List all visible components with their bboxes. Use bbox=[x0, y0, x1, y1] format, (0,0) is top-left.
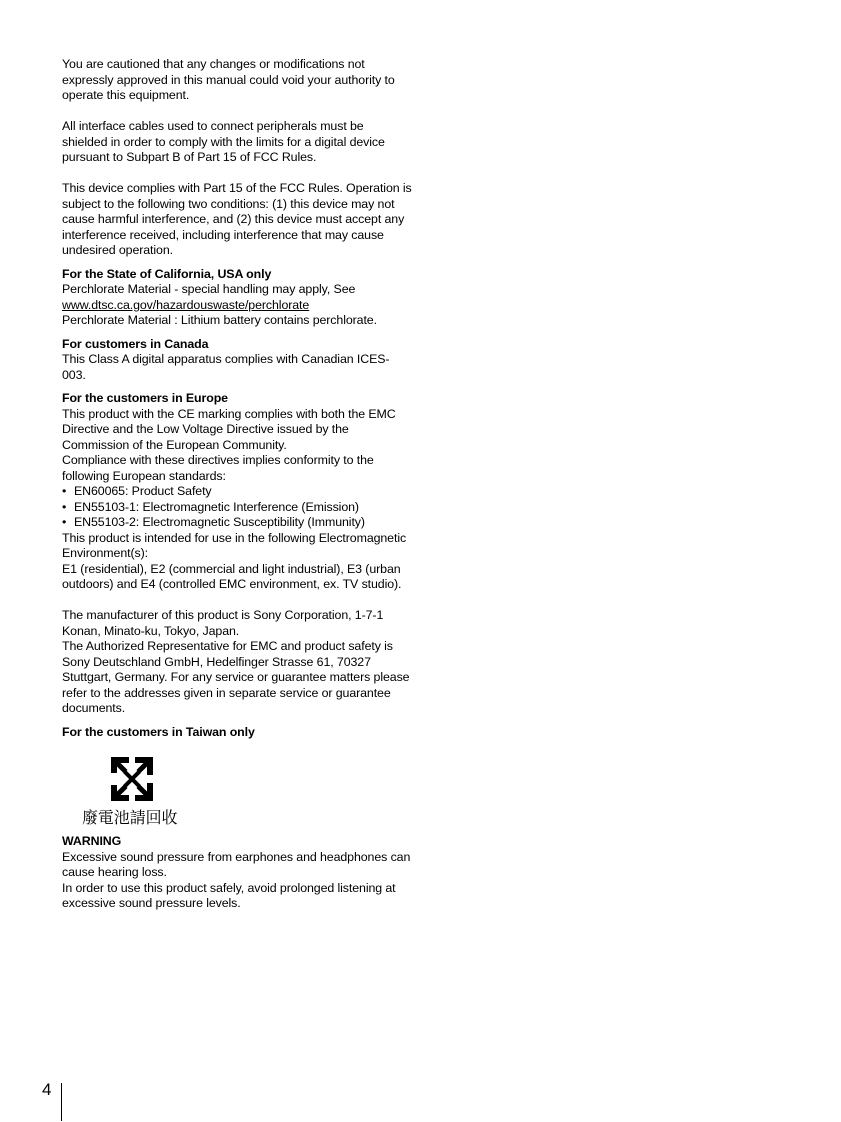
warning-text-2: In order to use this product safely, avoid prolonged listening at excessive sound pressure levels. bbox=[62, 880, 396, 910]
standards-list bbox=[62, 484, 412, 531]
california-heading: For the State of California, USA only bbox=[62, 266, 272, 281]
canada-heading: For customers in Canada bbox=[62, 336, 209, 351]
europe-text-1: This product with the CE marking complies with both the EMC Directive and the Low Voltage Directive issued by the Commission of the European Community. bbox=[62, 406, 396, 452]
california-section bbox=[62, 267, 412, 329]
canada-text: This Class A digital apparatus complies with Canadian ICES-003. bbox=[62, 352, 390, 382]
recycle-label: 廢電池請回收 bbox=[82, 808, 178, 827]
california-line-2: Perchlorate Material : Lithium battery contains perchlorate. bbox=[62, 313, 377, 327]
manufacturer-text-2: The Authorized Representative for EMC and product safety is Sony Deutschland GmbH, Hedelfinger Strasse 61, 70327 Stuttgart, Germany. For any service or guarantee matters please refer to the addresses given in separate service or guarantee documents. bbox=[62, 639, 410, 715]
recycle-mark bbox=[82, 754, 192, 828]
battery-recycling-icon bbox=[108, 754, 156, 804]
list-item: • EN55103-1: Electromagnetic Interference (Emission) bbox=[62, 500, 412, 516]
cables-paragraph: All interface cables used to connect peripherals must be shielded in order to comply with the limits for a digital device pursuant to Subpart B of Part 15 of FCC Rules. bbox=[62, 119, 385, 164]
taiwan-heading: For the customers in Taiwan only bbox=[62, 724, 255, 739]
main-text-column bbox=[62, 57, 412, 912]
canada-section bbox=[62, 337, 412, 384]
manufacturer-text-1: The manufacturer of this product is Sony Corporation, 1-7-1 Konan, Minato-ku, Tokyo, Japan. bbox=[62, 608, 384, 638]
warning-section bbox=[62, 834, 412, 912]
europe-text-2: Compliance with these directives implies conformity to the following European standards: bbox=[62, 453, 374, 483]
page-number: 4 bbox=[42, 1080, 52, 1099]
taiwan-section bbox=[62, 725, 412, 829]
warning-text-1: Excessive sound pressure from earphones and headphones can cause hearing loss. bbox=[62, 849, 411, 879]
page-number-rule bbox=[61, 1083, 62, 1121]
caution-paragraph: You are cautioned that any changes or modifications not expressly approved in this manual could void your authority to operate this equipment. bbox=[62, 57, 395, 102]
fcc-paragraph: This device complies with Part 15 of the FCC Rules. Operation is subject to the following two conditions: (1) this device may not cause harmful interference, and (2) this device must accept any interference received, including interference that may cause undesired operation. bbox=[62, 181, 412, 257]
europe-section bbox=[62, 391, 412, 593]
europe-text-3: This product is intended for use in the following Electromagnetic Environment(s): bbox=[62, 530, 407, 560]
warning-heading: WARNING bbox=[62, 834, 122, 848]
list-item: • EN60065: Product Safety bbox=[62, 484, 412, 500]
europe-heading: For the customers in Europe bbox=[62, 391, 228, 405]
california-line-1: Perchlorate Material - special handling may apply, See bbox=[62, 282, 356, 296]
manufacturer-section bbox=[62, 608, 412, 717]
perchlorate-link[interactable]: www.dtsc.ca.gov/hazardouswaste/perchlorate bbox=[62, 297, 310, 312]
europe-text-4: E1 (residential), E2 (commercial and light industrial), E3 (urban outdoors) and E4 (controlled EMC environment, ex. TV studio). bbox=[62, 561, 402, 591]
list-item: • EN55103-2: Electromagnetic Susceptibility (Immunity) bbox=[62, 515, 412, 531]
